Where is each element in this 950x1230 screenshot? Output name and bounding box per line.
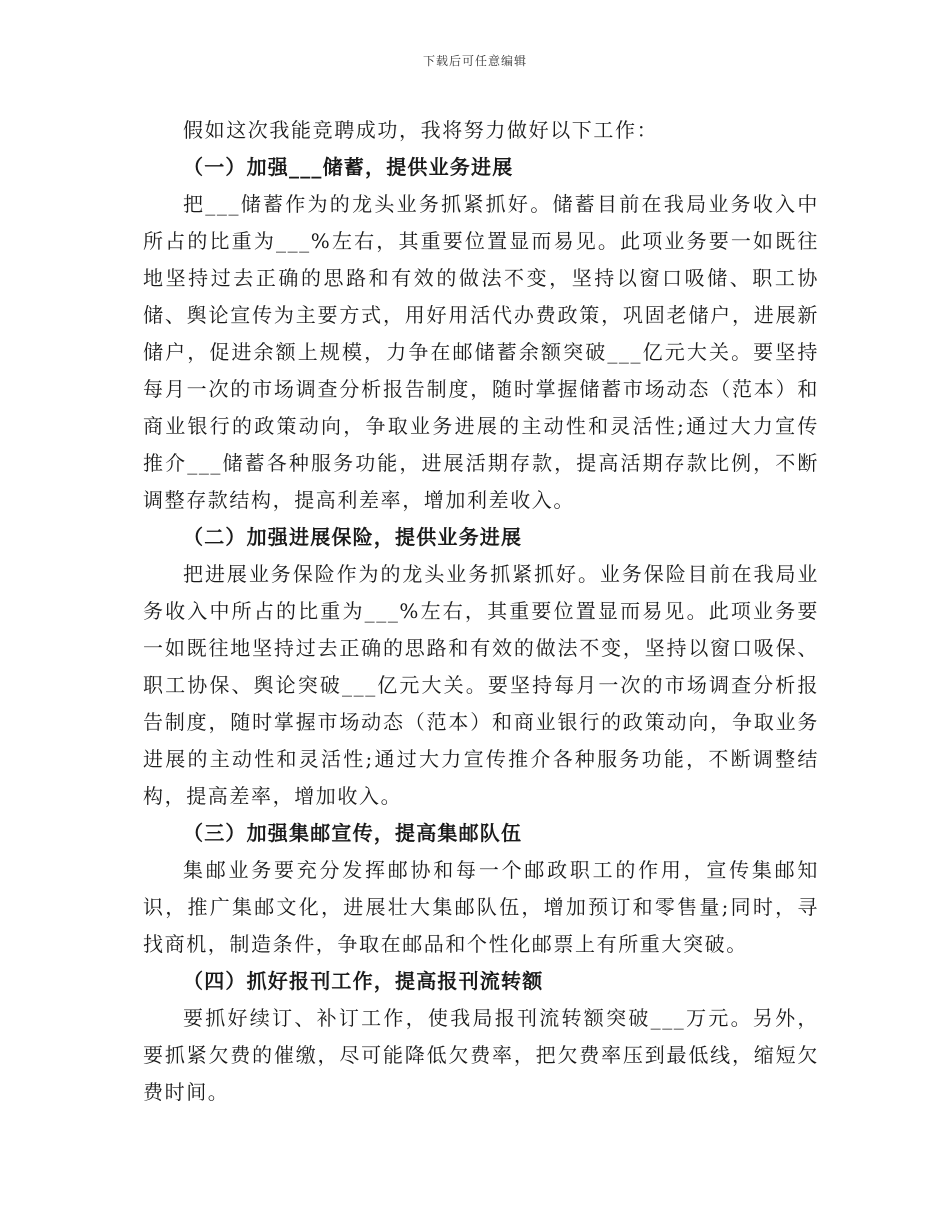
- document-body: [143, 112, 819, 1111]
- section-2-body: 把进展业务保险作为的龙头业务抓紧抓好。业务保险目前在我局业务收入中所占的比重为___%左右，其重要位置显而易见。此项业务要一如既往地坚持过去正确的思路和有效的做法不变，坚持以窗口吸保、职工协保、舆论突破___亿元大关。要坚持每月一次的市场调查分析报告制度，随时掌握市场动态（范本）和商业银行的政策动向，争取业务进展的主动性和灵活性;通过大力宣传推介各种服务功能，不断调整结构，提高差率，增加收入。: [143, 562, 819, 808]
- section-1-heading: （一）加强___储蓄，提供业务进展: [183, 155, 514, 179]
- section-4-heading: （四）抓好报刊工作，提高报刊流转额: [183, 969, 544, 993]
- section-2-heading: （二）加强进展保险，提供业务进展: [183, 525, 523, 549]
- section-1-body: 把___储蓄作为的龙头业务抓紧抓好。储蓄目前在我局业务收入中所占的比重为___%左右，其重要位置显而易见。此项业务要一如既往地坚持过去正确的思路和有效的做法不变，坚持以窗口吸储、职工协储、舆论宣传为主要方式，用好用活代办费政策，巩固老储户，进展新储户，促进余额上规模，力争在邮储蓄余额突破___亿元大关。要坚持每月一次的市场调查分析报告制度，随时掌握储蓄市场动态（范本）和商业银行的政策动向，争取业务进展的主动性和灵活性;通过大力宣传推介___储蓄各种服务功能，进展活期存款，提高活期存款比例，不断调整存款结构，提高利差率，增加利差收入。: [143, 192, 819, 512]
- section-3-heading: （三）加强集邮宣传，提高集邮队伍: [183, 821, 523, 845]
- page-header: 下载后可任意编辑: [422, 54, 527, 68]
- section-4-body: 要抓好续订、补订工作，使我局报刊流转额突破___万元。另外，要抓紧欠费的催缴，尽可能降低欠费率，把欠费率压到最低线，缩短欠费时间。: [143, 1006, 819, 1104]
- section-3-body: 集邮业务要充分发挥邮协和每一个邮政职工的作用，宣传集邮知识，推广集邮文化，进展壮大集邮队伍，增加预订和零售量;同时，寻找商机，制造条件，争取在邮品和个性化邮票上有所重大突破。: [143, 858, 819, 956]
- intro-paragraph: 假如这次我能竞聘成功，我将努力做好以下工作：: [183, 118, 659, 142]
